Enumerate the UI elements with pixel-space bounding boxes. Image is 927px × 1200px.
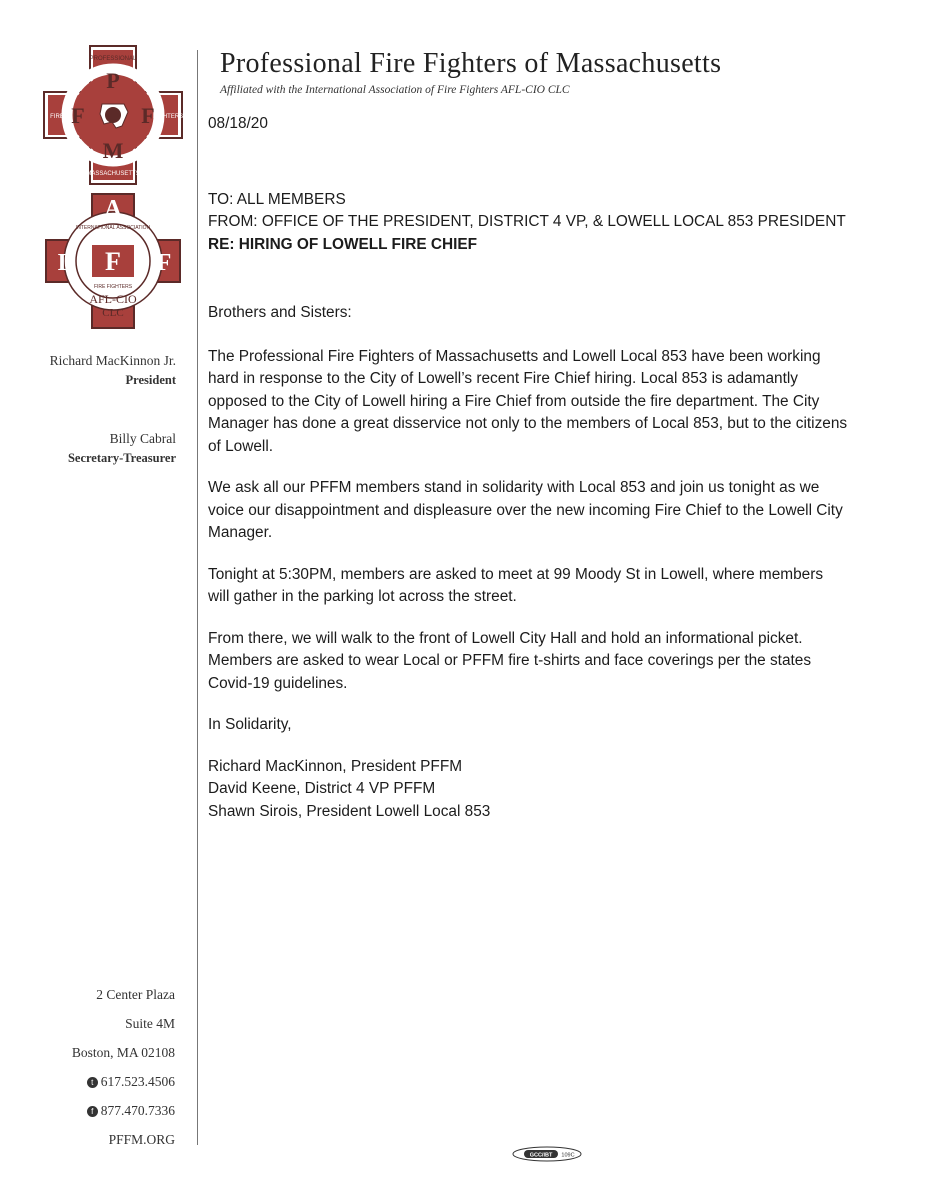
fax-row bbox=[87, 1103, 175, 1119]
iaff-letter-a: A bbox=[104, 196, 122, 222]
phone-number: 617.523.4506 bbox=[100, 1074, 175, 1089]
iaff-ring-bottom: FIRE FIGHTERS bbox=[93, 284, 133, 290]
pffm-ring-top: PROFESSIONAL bbox=[89, 56, 137, 62]
pffm-letter-f-right: F bbox=[141, 103, 155, 128]
iaff-letter-f-center: F bbox=[105, 247, 121, 276]
letter-greeting: Brothers and Sisters: bbox=[208, 304, 352, 321]
letterhead-title: Professional Fire Fighters of Massachusetts bbox=[220, 48, 722, 79]
officer-title: President bbox=[125, 373, 176, 387]
iaff-clc: CLC bbox=[102, 307, 124, 319]
pffm-letter-f-left: F bbox=[71, 103, 85, 128]
letter-subject: RE: HIRING OF LOWELL FIRE CHIEF bbox=[208, 235, 478, 253]
pffm-logo bbox=[42, 44, 184, 186]
letter-paragraph: From there, we will walk to the front of Lowell City Hall and hold an informational picket. Members are asked to wear Local or PFFM fire t-shirts and face coverings per the states Covid-19 guidelines. bbox=[208, 629, 812, 692]
officer-secretary-treasurer bbox=[68, 431, 176, 466]
letter-closing: In Solidarity, bbox=[208, 716, 292, 733]
union-bug-number: 109C bbox=[561, 1152, 575, 1159]
iaff-letter-i: I bbox=[57, 250, 67, 276]
officer-president bbox=[50, 353, 176, 388]
officer-name: Richard MacKinnon Jr. bbox=[49, 353, 176, 368]
fax-icon: f bbox=[87, 1106, 98, 1117]
iaff-afl-cio: AFL-CIO bbox=[89, 292, 137, 306]
iaff-ring-text: INTERNATIONAL ASSOCIATION bbox=[75, 225, 151, 231]
letterhead-affiliation: Affiliated with the International Association of Fire Fighters AFL-CIO CLC bbox=[220, 84, 570, 96]
union-bug bbox=[512, 1146, 582, 1162]
vertical-divider bbox=[197, 50, 198, 1145]
address-line-1: 2 Center Plaza bbox=[96, 987, 175, 1002]
iaff-letter-f-right: F bbox=[156, 250, 172, 276]
address-line-3: Boston, MA 02108 bbox=[71, 1045, 175, 1060]
signature-line: Shawn Sirois, President Lowell Local 853 bbox=[208, 802, 491, 820]
union-bug-label: GCC/IBT bbox=[529, 1152, 553, 1159]
letter-paragraph: The Professional Fire Fighters of Massachusetts and Lowell Local 853 have been working hard in response to the City of Lowell’s recent Fire Chief hiring. Local 853 is adamantly opposed to the City of Lowell hiring a Fire Chief from outside the fire department. The City Manager has done a great disservice not only to the members of Local 853, but to the citizens of Lowell. bbox=[208, 347, 848, 455]
signature-line: David Keene, District 4 VP PFFM bbox=[208, 780, 436, 797]
letter-from: FROM: OFFICE OF THE PRESIDENT, DISTRICT 4 VP, & LOWELL LOCAL 853 PRESIDENT bbox=[208, 213, 846, 230]
letter-paragraph: Tonight at 5:30PM, members are asked to meet at 99 Moody St in Lowell, where members will gather in the parking lot across the street. bbox=[208, 565, 824, 605]
letter-to: TO: ALL MEMBERS bbox=[208, 190, 346, 208]
officer-title: Secretary-Treasurer bbox=[67, 451, 176, 465]
pffm-ring-right: FIGHTERS bbox=[152, 114, 184, 120]
letter-paragraph: We ask all our PFFM members stand in solidarity with Local 853 and join us tonight as we voice our disappointment and displeasure over the new incoming Fire Chief to the Lowell City Manager. bbox=[208, 479, 843, 541]
pffm-ring-bottom: MASSACHUSETTS bbox=[86, 171, 140, 177]
address-line-2: Suite 4M bbox=[125, 1016, 175, 1031]
phone-icon: t bbox=[87, 1077, 98, 1088]
website: PFFM.ORG bbox=[108, 1132, 175, 1147]
fax-number: 877.470.7336 bbox=[100, 1103, 175, 1118]
iaff-logo bbox=[42, 190, 184, 332]
pffm-letter-m: M bbox=[102, 138, 124, 163]
officer-name: Billy Cabral bbox=[109, 431, 176, 446]
pffm-letter-p: P bbox=[106, 68, 120, 93]
letter-date: 08/18/20 bbox=[208, 115, 268, 132]
letter-body bbox=[208, 113, 848, 823]
signature-line: Richard MacKinnon, President PFFM bbox=[208, 757, 463, 775]
pffm-ring-left: FIRE bbox=[50, 114, 64, 120]
phone-row bbox=[87, 1074, 175, 1090]
